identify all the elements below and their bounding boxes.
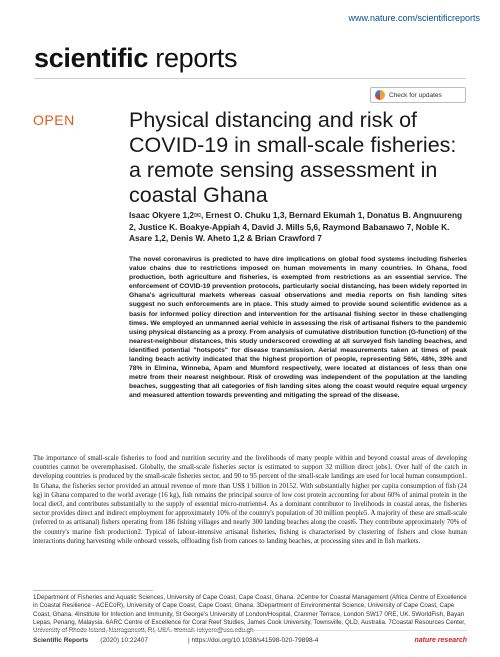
footer-journal: Scientific Reports — [33, 636, 89, 644]
masthead-divider — [34, 78, 466, 79]
article-title: Physical distancing and risk of COVID-19 in small-scale fisheries: a remote sensing assessment in coastal Ghana — [129, 108, 457, 207]
journal-name — [34, 43, 237, 74]
journal-url[interactable]: www.nature.com/scientificreports — [348, 13, 480, 23]
footer-divider — [33, 630, 467, 631]
crossmark-icon — [375, 90, 385, 100]
page-footer — [33, 634, 467, 646]
abstract: The novel coronavirus is predicted to have dire implications on global food systems including fisheries value chains due to restrictions imposed on human movements in many countries. In Ghana, food production, both agriculture and fisheries, is exempted from restrictions as an essential service. The enforcement of COVID-19 prevention protocols, particularly social distancing, has been widely reported in Ghana's agricultural markets whereas casual observations and media reports on fish landing sites suggest no such enforcements are in place. This study aimed to provide sound scientific evidence as a basis for informed policy direction and intervention for the artisanal fishing sector in these challenging times. We employed an unmanned aerial vehicle in assessing the risk of artisanal fishers to the pandemic using physical distancing as a proxy. From analysis of cumulative distribution function (G-function) of the nearest-neighbour distances, this study underscored crowding at all surveyed fish landing beaches, and identified potential "hotspots" for disease transmission. Aerial measurements taken at times of peak landing beach activity indicated that the highest proportion of people, representing 56%, 48%, 39% and 78% in Elmina, Winneba, Apam and Mumford respectively, were located at distances of less than one metre from their nearest neighbour. Risk of crowding was independent of the population at the landing beaches, suggesting that all categories of fish landing sites along the coast would require equal urgency and measured attention towards preventing and mitigating the spread of the disease. — [129, 256, 467, 400]
publisher-logo: nature research — [414, 636, 467, 644]
journal-masthead — [34, 40, 466, 74]
footnote-divider — [33, 590, 153, 591]
journal-name-rest: reports — [148, 43, 238, 73]
author-list[interactable]: Isaac Okyere 1,2✉, Ernest O. Chuku 1,3, Bernard Ekumah 1, Donatus B. Angnuureng 2, Justice K. Boakye-Appiah 4, David J. Mills 5,6, Raymond Babanawo 7, Noble K. Asare 1,2, Denis W. Aheto 1,2 & Brian Crawford 7 — [129, 210, 463, 243]
body-paragraph: The importance of small-scale fisheries to food and nutrition security and the livelihoods of many people within and beyond coastal areas of developing countries cannot be overemphasised. Globally, the small-scale fisheries sector is estimated to support 32 million direct jobs1. Over half of the catch in developing countries is produced by the small-scale fisheries sector, and 90 to 95 percent of the small-scale landings are used for local human consumption1. In Ghana, the fisheries sector provided an annual revenue of more than US$ 1 billion in 20152. With substantially higher per capita consumption of fish (24 kg) in Ghana compared to the world average (16 kg), fish remains the principal source of low cost protein accounting for about 60% of animal protein in the local diet3, and contributes substantially to the supply of essential micro-nutrients4. As a dominant contributor to livelihoods in coastal areas, the fisheries sector provides direct and indirect employment for approximately 10% of the country's population of 30 million people5. A majority of these are small-scale (referred to as artisanal) fishers operating from 186 fishing villages and nearly 300 landing beaches along the coast6. They contribute approximately 70% of the country's marine fish production2. Typical of labour-intensive artisanal fisheries, fishing is characterised by clustering of fishers and close human interactions during harvesting while onboard vessels, offloading fish from canoes to landing beaches, at processing sites and in fish markets. — [33, 455, 467, 545]
journal-name-bold: scientific — [34, 43, 149, 73]
footer-doi-link[interactable]: | https://doi.org/10.1038/s41598-020-79898-4 — [188, 636, 319, 644]
check-for-updates-button[interactable] — [370, 87, 466, 103]
affiliations-footnote: 1Department of Fisheries and Aquatic Sciences, University of Cape Coast, Cape Coast, Ghana. 2Centre for Coastal Management (Africa Centre of Excellence in Coastal Resilience - ACECoR), University of Cape Coast, Cape Coast, Ghana. 3Department of Environmental Science, University of Cape Coast, Cape Coast, Ghana. 4Institute for Infection and Immunity, St George's University of London/Hospital, Cranmer Terrace, London SW17 0RE, UK. 5WorldFish, Bayan Lepas, Penang, Malaysia. 6ARC Centre of Excellence for Coral Reef Studies, James Cook University, Townsville, QLD, Australia. 7Coastal Resources Center, — [33, 594, 467, 626]
check-updates-label: Check for updates — [389, 91, 442, 99]
footer-volume: (2020) 10:22407 — [100, 636, 148, 644]
open-access-badge: OPEN — [33, 112, 75, 128]
